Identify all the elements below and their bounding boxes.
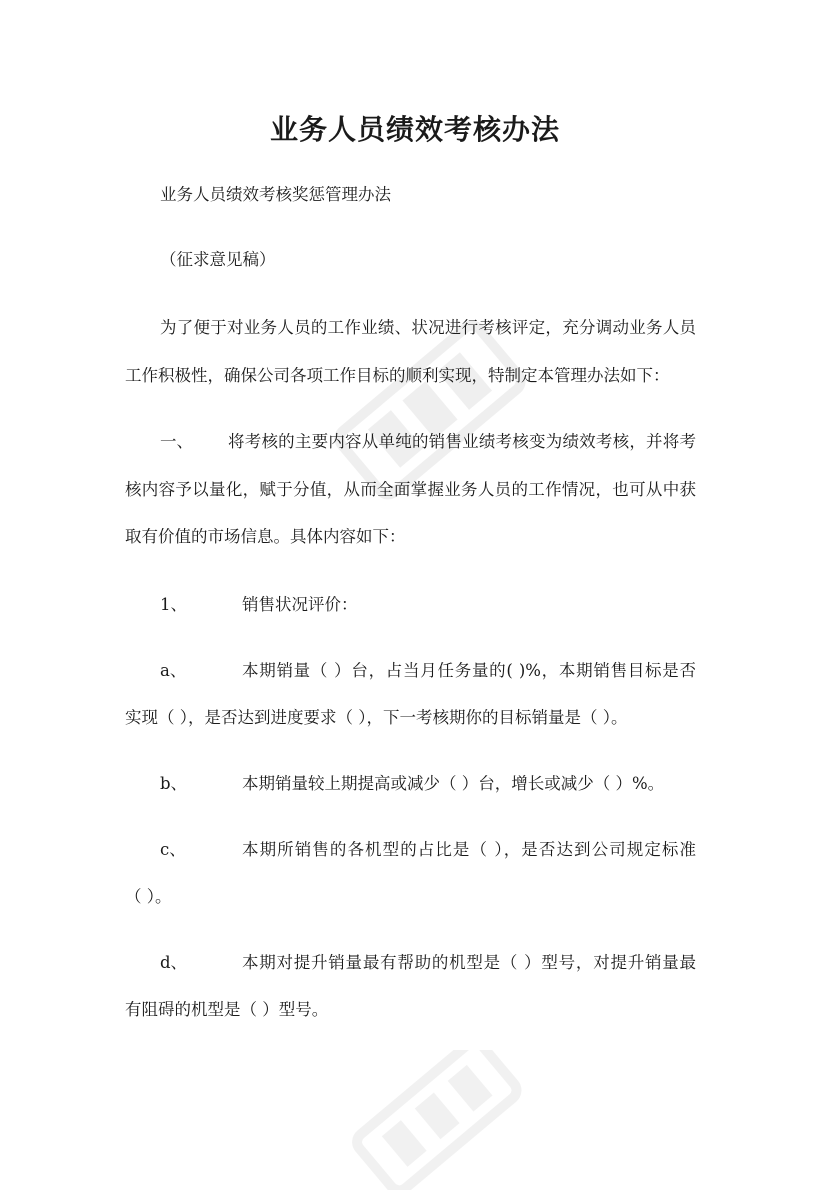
item-d-line-1: 本期对提升销量最有帮助的机型是（ ）型号，对提升销量最 [242, 953, 696, 972]
document-title: 业务人员绩效考核办法 [269, 113, 560, 146]
item-b-marker: b、 [160, 774, 188, 793]
item-d-line-2: 有阻碍的机型是（ ）型号。 [125, 1000, 329, 1019]
section-1-line-2: 核内容予以量化，赋于分值，从而全面掌握业务人员的工作情况，也可从中获 [125, 480, 696, 499]
section-1-line-3: 取有价值的市场信息。具体内容如下： [125, 527, 406, 546]
item-c-marker: c、 [160, 840, 186, 859]
item-b-line-1: 本期销量较上期提高或减少（ ）台，增长或减少（ ）%。 [242, 774, 665, 793]
draft-note: （征求意见稿） [160, 250, 276, 269]
watermark-stamp-lower [340, 1050, 540, 1190]
item-c-line-1: 本期所销售的各机型的占比是（ ），是否达到公司规定标准 [242, 840, 696, 859]
item-c-line-2: （ ）。 [125, 887, 172, 906]
section-1-marker: 一、 [160, 432, 193, 451]
intro-line-2: 工作积极性，确保公司各项工作目标的顺利实现，特制定本管理办法如下： [125, 366, 670, 385]
item-d-marker: d、 [160, 953, 188, 972]
item-1-marker: 1、 [160, 595, 187, 614]
document-subtitle: 业务人员绩效考核奖惩管理办法 [160, 185, 391, 204]
item-a-line-1: 本期销量（ ）台，占当月任务量的( )%，本期销售目标是否 [242, 661, 696, 680]
section-1-line-1: 将考核的主要内容从单纯的销售业绩考核变为绩效考核，并将考 [228, 432, 696, 451]
intro-line-1: 为了便于对业务人员的工作业绩、状况进行考核评定，充分调动业务人员 [160, 318, 696, 337]
item-1-text: 销售状况评价： [242, 595, 358, 614]
item-a-marker: a、 [160, 661, 187, 680]
item-a-line-2: 实现（ ），是否达到进度要求（ ），下一考核期你的目标销量是（ ）。 [125, 708, 628, 727]
